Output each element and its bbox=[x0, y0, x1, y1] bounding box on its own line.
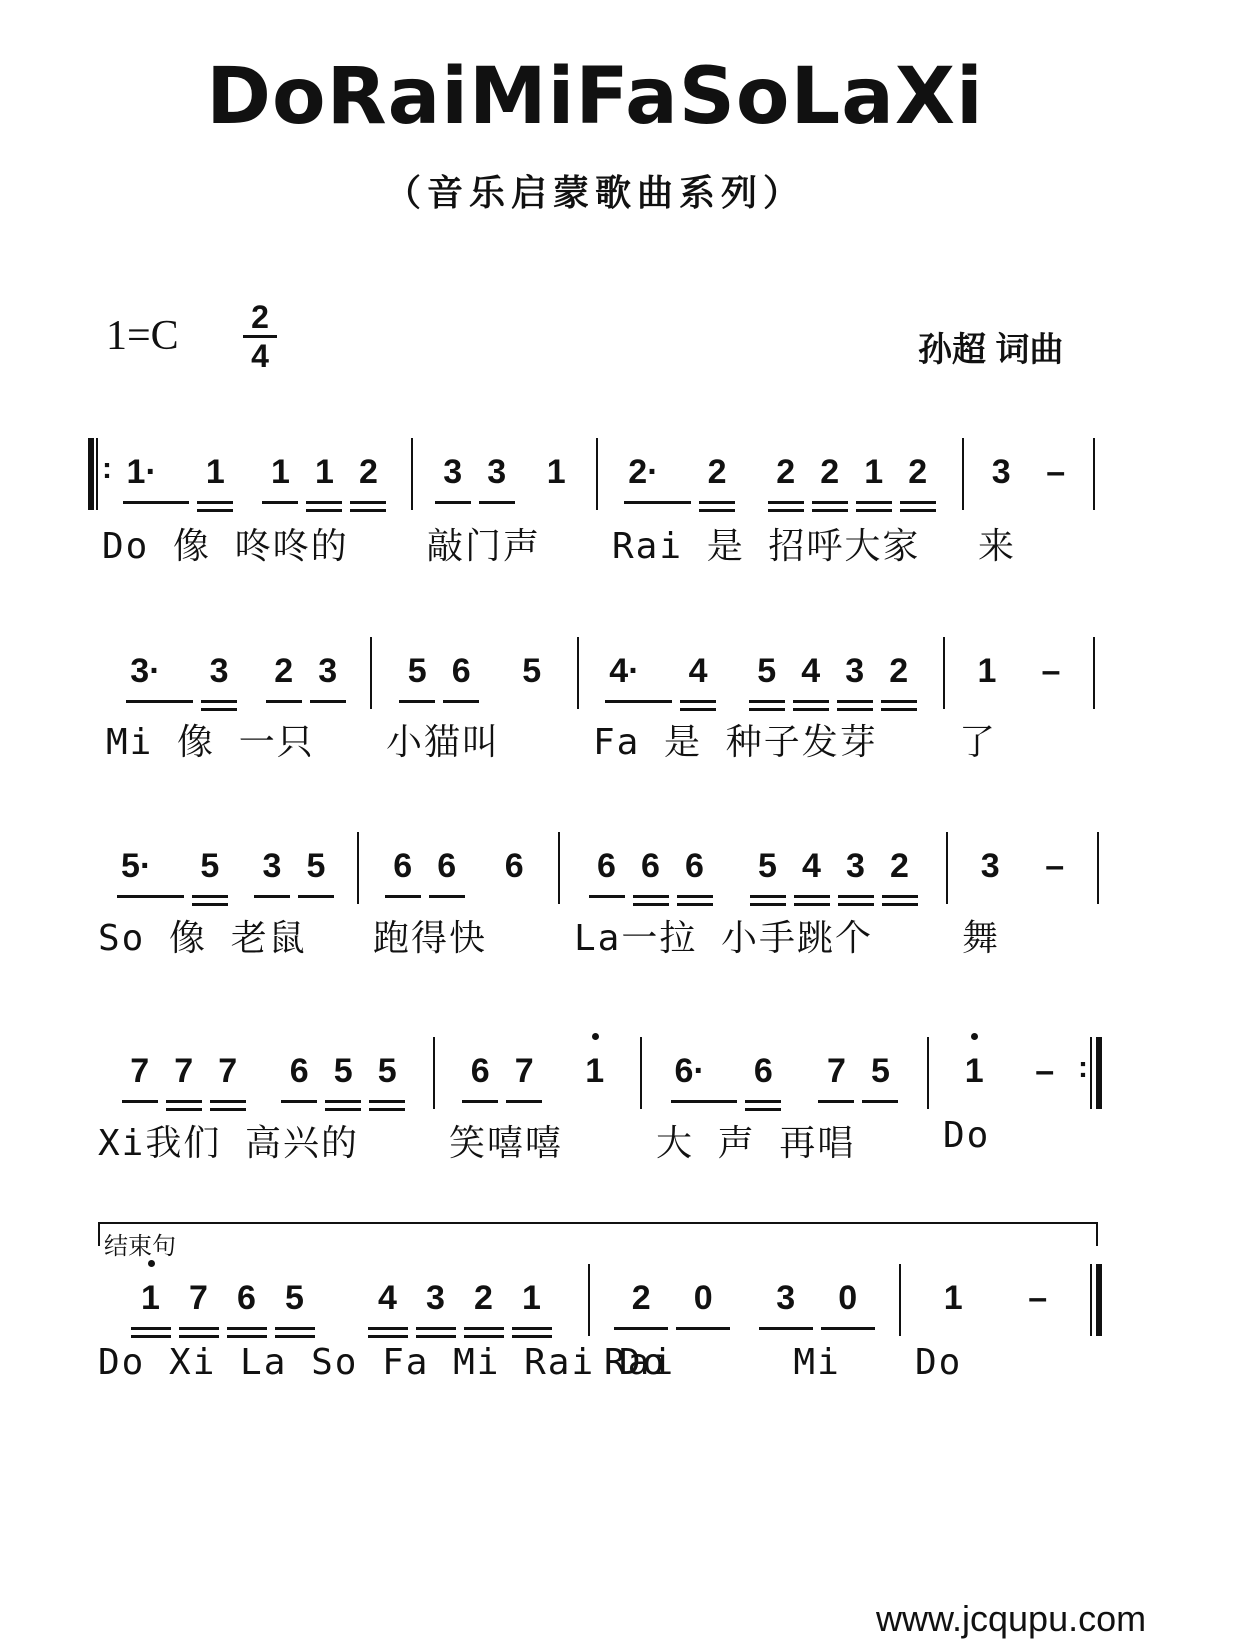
beat-group bbox=[431, 446, 519, 498]
beat-group bbox=[534, 446, 578, 498]
note: 6 bbox=[277, 1045, 321, 1097]
time-signature bbox=[243, 300, 277, 373]
measure bbox=[560, 840, 946, 892]
lyric: Xi我们 高兴的 bbox=[98, 1123, 360, 1164]
note: 1 bbox=[852, 446, 896, 498]
beat-group bbox=[573, 1045, 617, 1097]
note: – bbox=[1028, 1279, 1048, 1317]
lyric: Do bbox=[915, 1342, 963, 1383]
barline bbox=[1093, 637, 1095, 709]
beat-group bbox=[968, 840, 1012, 892]
lyric: 笑嘻嘻 bbox=[449, 1123, 564, 1164]
beat-group bbox=[364, 1272, 556, 1324]
note: 3 bbox=[991, 453, 1011, 491]
note: 3 bbox=[834, 840, 878, 892]
lyric: Do bbox=[943, 1115, 991, 1156]
song-subtitle: （音乐启蒙歌曲系列） bbox=[384, 172, 805, 213]
note: 2 bbox=[764, 446, 808, 498]
measure bbox=[964, 446, 1093, 498]
ending-label: 结束句 bbox=[104, 1233, 176, 1260]
barline bbox=[1097, 832, 1099, 904]
beat-group bbox=[118, 1045, 250, 1097]
beat-group bbox=[1034, 446, 1078, 498]
note: 6 bbox=[223, 1272, 271, 1324]
note: 4 bbox=[790, 840, 834, 892]
high-octave-dot bbox=[148, 1260, 155, 1267]
note: 6 bbox=[504, 847, 524, 885]
beat-group bbox=[258, 446, 390, 498]
measure bbox=[642, 1045, 927, 1097]
note: 1 bbox=[193, 446, 237, 498]
lyric: 大 声 再唱 bbox=[656, 1123, 856, 1164]
note: 7 bbox=[118, 1045, 162, 1097]
watermark: www.jcqupu.com bbox=[876, 1598, 1147, 1639]
lyric: 来 bbox=[978, 526, 1017, 567]
beat-group bbox=[277, 1045, 409, 1097]
note: 1 bbox=[573, 1045, 617, 1097]
beat-group bbox=[262, 645, 350, 697]
note: 0 bbox=[817, 1272, 879, 1324]
measure bbox=[413, 446, 596, 498]
beat-group bbox=[127, 1272, 319, 1324]
lyric: So 像 老鼠 bbox=[98, 918, 307, 959]
measure bbox=[102, 645, 370, 697]
lyric: 敲门声 bbox=[427, 526, 542, 567]
repeat-dots: : bbox=[102, 452, 112, 485]
note: 6 bbox=[425, 840, 469, 892]
note: 6· bbox=[667, 1045, 742, 1097]
lyric: Do Xi La So Fa Mi Rai Do bbox=[98, 1342, 667, 1383]
beat-group bbox=[929, 1272, 977, 1324]
beat-group bbox=[113, 840, 232, 892]
note: 6 bbox=[458, 1045, 502, 1097]
note: 5 bbox=[745, 645, 789, 697]
measure bbox=[948, 840, 1097, 892]
measure bbox=[579, 645, 943, 697]
barline bbox=[1090, 1264, 1092, 1336]
note: 2 bbox=[610, 1272, 672, 1324]
note: 6 bbox=[629, 840, 673, 892]
note: 1 bbox=[977, 652, 997, 690]
note: 5 bbox=[321, 1045, 365, 1097]
note: 1 bbox=[952, 1045, 996, 1097]
beat-group bbox=[1029, 645, 1073, 697]
beat-group bbox=[745, 645, 921, 697]
note: 2 bbox=[460, 1272, 508, 1324]
note: 7 bbox=[502, 1045, 546, 1097]
note: 6 bbox=[741, 1045, 785, 1097]
measure bbox=[435, 1045, 640, 1097]
time-signature-top: 2 bbox=[251, 299, 269, 335]
note: 7 bbox=[162, 1045, 206, 1097]
measure bbox=[94, 1045, 433, 1097]
note: 3 bbox=[431, 446, 475, 498]
note: 3· bbox=[122, 645, 197, 697]
beat-group bbox=[119, 446, 238, 498]
key-signature: 1=C bbox=[106, 313, 179, 359]
beat-group bbox=[458, 1045, 546, 1097]
beat-group bbox=[952, 1045, 996, 1097]
lyric: 舞 bbox=[962, 918, 1001, 959]
note: 5 bbox=[188, 840, 232, 892]
note: 5 bbox=[294, 840, 338, 892]
note: 7 bbox=[206, 1045, 250, 1097]
barline bbox=[1093, 438, 1095, 510]
note: – bbox=[1046, 453, 1066, 491]
beat-group bbox=[1023, 1045, 1067, 1097]
note: – bbox=[1035, 1052, 1055, 1090]
note: 2 bbox=[695, 446, 739, 498]
note: 6 bbox=[381, 840, 425, 892]
lyric: Fa 是 种子发芽 bbox=[593, 722, 878, 763]
author-credit: 孙超 词曲 bbox=[918, 331, 1064, 369]
note: 1 bbox=[943, 1279, 963, 1317]
beat-group bbox=[492, 840, 536, 892]
lyric: 小猫叫 bbox=[386, 722, 501, 763]
lyric: La一拉 小手跳个 bbox=[574, 918, 874, 959]
measure bbox=[598, 446, 962, 498]
barline-thick bbox=[1096, 1264, 1102, 1336]
beat-group bbox=[755, 1272, 879, 1324]
note: 5· bbox=[113, 840, 188, 892]
measure bbox=[94, 840, 357, 892]
note: 3 bbox=[833, 645, 877, 697]
lyric: Rai 是 招呼大家 bbox=[612, 526, 921, 567]
beat-group bbox=[601, 645, 720, 697]
note: 2· bbox=[620, 446, 695, 498]
beat-group bbox=[381, 840, 469, 892]
song-title: DoRaiMiFaSoLaXi bbox=[206, 52, 984, 142]
beat-group bbox=[395, 645, 483, 697]
note: 6 bbox=[439, 645, 483, 697]
note: 3 bbox=[197, 645, 241, 697]
beat-group bbox=[979, 446, 1023, 498]
measure bbox=[945, 645, 1093, 697]
note: 1 bbox=[258, 446, 302, 498]
note: 2 bbox=[896, 446, 940, 498]
note: 6 bbox=[673, 840, 717, 892]
note: 1· bbox=[119, 446, 194, 498]
high-octave-dot bbox=[592, 1033, 599, 1040]
measure bbox=[901, 1272, 1090, 1324]
barline bbox=[1090, 1037, 1092, 1109]
measure bbox=[98, 446, 411, 498]
beat-group bbox=[1014, 1272, 1062, 1324]
note: – bbox=[1041, 652, 1061, 690]
measure bbox=[94, 1272, 588, 1324]
note: 4 bbox=[789, 645, 833, 697]
note: 7 bbox=[814, 1045, 858, 1097]
beat-group bbox=[510, 645, 554, 697]
note: 1 bbox=[508, 1272, 556, 1324]
lyric: Rai Mi bbox=[604, 1342, 841, 1383]
note: 6 bbox=[585, 840, 629, 892]
beat-group bbox=[122, 645, 241, 697]
barline-thick bbox=[88, 438, 94, 510]
note: 2 bbox=[877, 645, 921, 697]
note: 3 bbox=[412, 1272, 460, 1324]
ending-bracket bbox=[98, 1222, 1098, 1246]
note: 5 bbox=[522, 652, 542, 690]
beat-group bbox=[250, 840, 338, 892]
note: 2 bbox=[878, 840, 922, 892]
note: 1 bbox=[127, 1272, 175, 1324]
beat-group bbox=[814, 1045, 902, 1097]
measure bbox=[929, 1045, 1090, 1097]
lyric: 了 bbox=[959, 722, 998, 763]
note: 2 bbox=[808, 446, 852, 498]
beat-group bbox=[667, 1045, 786, 1097]
note: 5 bbox=[365, 1045, 409, 1097]
repeat-dots: : bbox=[1078, 1051, 1088, 1084]
note: 2 bbox=[346, 446, 390, 498]
high-octave-dot bbox=[971, 1033, 978, 1040]
note: 3 bbox=[306, 645, 350, 697]
note: 4 bbox=[676, 645, 720, 697]
note: 5 bbox=[746, 840, 790, 892]
measure bbox=[372, 645, 577, 697]
note: 1 bbox=[546, 453, 566, 491]
barline-thick bbox=[1096, 1037, 1102, 1109]
note: 1 bbox=[302, 446, 346, 498]
note: 4 bbox=[364, 1272, 412, 1324]
time-signature-bottom: 4 bbox=[251, 338, 269, 374]
note: 5 bbox=[858, 1045, 902, 1097]
beat-group bbox=[764, 446, 940, 498]
beat-group bbox=[610, 1272, 734, 1324]
beat-group bbox=[620, 446, 739, 498]
lyric: Do 像 咚咚的 bbox=[102, 526, 349, 567]
note: 3 bbox=[250, 840, 294, 892]
note: 3 bbox=[475, 446, 519, 498]
beat-group bbox=[1033, 840, 1077, 892]
lyric: Mi 像 一只 bbox=[106, 722, 315, 763]
beat-group bbox=[965, 645, 1009, 697]
note: 7 bbox=[175, 1272, 223, 1324]
note: 0 bbox=[672, 1272, 734, 1324]
note: 5 bbox=[395, 645, 439, 697]
measure bbox=[590, 1272, 899, 1324]
lyric: 跑得快 bbox=[373, 918, 488, 959]
note: 5 bbox=[271, 1272, 319, 1324]
measure bbox=[359, 840, 558, 892]
note: 2 bbox=[262, 645, 306, 697]
note: 3 bbox=[980, 847, 1000, 885]
note: 3 bbox=[755, 1272, 817, 1324]
note: 4· bbox=[601, 645, 676, 697]
beat-group bbox=[746, 840, 922, 892]
beat-group bbox=[585, 840, 717, 892]
note: – bbox=[1045, 847, 1065, 885]
